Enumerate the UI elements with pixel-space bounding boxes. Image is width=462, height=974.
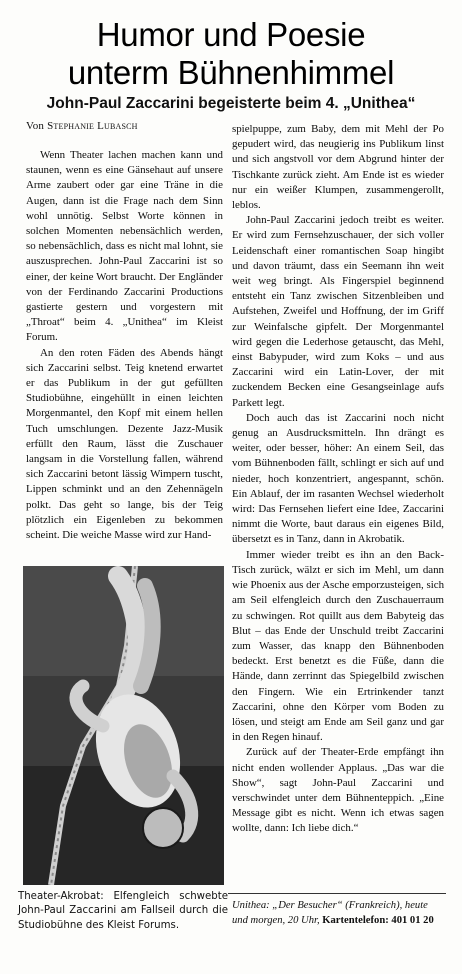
right-paragraph-3: Doch auch das ist Zaccarini noch nicht genug an Ausdrucksmitteln. Ihn drängt es weiter, oder besser, höher: An einem Seil, das vom Bühnenboden fällt, schlingt er sich auf und nieder, hoch konzentriert, angespannt, schön. Ein Ablauf, der im rasanten Wechsel wiederholt wird: Das Fernsehen liefert eine Idee, Zaccarini nimmt die Worte, baut daraus ein eigenes Bild, übersetzt es in Tanz, dann in Akrobatik.: [232, 411, 444, 546]
byline-author: Stephanie Lubasch: [47, 120, 138, 132]
byline: [26, 120, 138, 132]
acrobat-photo-illustration: [23, 566, 224, 885]
info-divider: [228, 893, 446, 894]
byline-prefix: Von: [26, 120, 45, 132]
event-info-text: Unithea: „Der Besucher“ (Frankreich), heute und morgen, 20 Uhr,: [232, 900, 428, 926]
right-paragraph-4: Immer wieder treibt es ihn an den Back-Tisch zurück, wälzt er sich im Mehl, um dann wie Phoenix aus der Asche emporzusteigen, sich am Seil elfengleich durch den Zuschauerraum zu schwingen. Rot quillt aus dem Babyteig das Blut – das Ende der Unschuld treibt Zaccarini zum Wasser, das knapp den Bühnenboden bedeckt. Erst benetzt es die Füße, dann die Hände, dann zerrinnt das Spiegelbild zwischen den Fingern. Wie ein Ertrinkender tanzt Zaccarini, ohne den Körper vom Boden zu lösen, und steigt am Ende am Seil ganz und gar in den Regen hinauf.: [232, 548, 445, 744]
photo-caption: Theater-Akrobat: Elfengleich schwebte John-Paul Zaccarini am Fallseil durch die Studiobühne des Kleist Forums.: [18, 891, 228, 931]
right-paragraph-5: Zurück auf der Theater-Erde empfängt ihn nicht enden wollender Applaus. „Das war die Show“, sagt John-Paul Zaccarini und verschwindet unter dem Bühnenteppich. „Eine Message gibt es nicht. Wenn ich etwas sagen wollte, dann: Ich liebe dich.“: [232, 746, 444, 835]
right-paragraph-1: spielpuppe, zum Baby, dem mit Mehl der Po gepudert wird, das neugierig ins Publikum linst und sich angstvoll vor dem Abgrund hinter der Tischkante zurück zieht. Am Ende ist es wieder nur ein weißer Klumpen, zusammengerollt, leblos.: [232, 123, 444, 212]
headline-line-1: Humor und Poesie: [96, 16, 366, 53]
headline-line-2: unterm Bühnenhimmel: [67, 54, 395, 91]
event-info-box: [232, 898, 444, 928]
left-paragraph-2: An den roten Fäden des Abends hängt sich Zaccarini selbst. Teig knetend erwartet er das Publikum in der gut gefüllten Studiobühne, eingehüllt in einen leichten Morgenmantel, den Kopf mit einem hellen Tuch umschlungen. Dezente Jazz-Musik erfüllt den Raum, lässt die Zuschauer langsam in die Vorstellung fallen, während sich Zaccarini betont lässig Wimpern tuscht, Lippen schminkt und an den Zehennägeln polkt. Das geht so lange, bis der Teig plötzlich ein Eigenleben zu bekommen scheint. Die weiche Masse wird zur Hand-: [26, 346, 223, 542]
subheadline: John-Paul Zaccarini begeisterte beim 4. „Unithea“: [46, 95, 416, 112]
article-column-right: [232, 122, 444, 837]
article-column-left: [26, 148, 223, 543]
ticket-phone: Kartentelefon: 401 01 20: [322, 915, 434, 926]
right-paragraph-2: John-Paul Zaccarini jedoch treibt es weiter. Er wird zum Fernsehzuschauer, der sich voller Leidenschaft einer romantischen Soap hingibt und davon träumt, dass ein Seemann ihn weit weit weg bringt. Als Fingerspiel beginnend entsteht ein Tanz zwischen Sitzenbleiben und Aufstehen, Zweifel und Hoffnung, der im Griff zur Weinfalsche gipfelt. Der Morgenmantel wird gegen die Lederhose getauscht, das Mehl, einst Babypuder, wird zum Koks – und aus Zaccarini wird ein Latin-Lover, der mit zuckendem Becken eine Gesangseinlage aufs Parkett legt.: [232, 214, 444, 409]
acrobat-photo: [23, 566, 224, 885]
left-paragraph-1: Wenn Theater lachen machen kann und staunen, wenn es eine Gänsehaut auf unsere Arme zaubert oder gar eine Träne in die Augen, dann ist die Frage nach dem Sinn wohl unnötig. Selbst Worte können in solchen Momenten nebensächlich werden, so nebensächlich, dass es nicht mal lohnt, sie auszusprechen. John-Paul Zaccarini ist so einer, der keine Wort braucht. Der Engländer von der Ferdinando Zaccarini Productions gastierte gestern und vorgestern mit „Throat“ beim 4. „Unithea“ im Kleist Forum.: [26, 149, 223, 344]
